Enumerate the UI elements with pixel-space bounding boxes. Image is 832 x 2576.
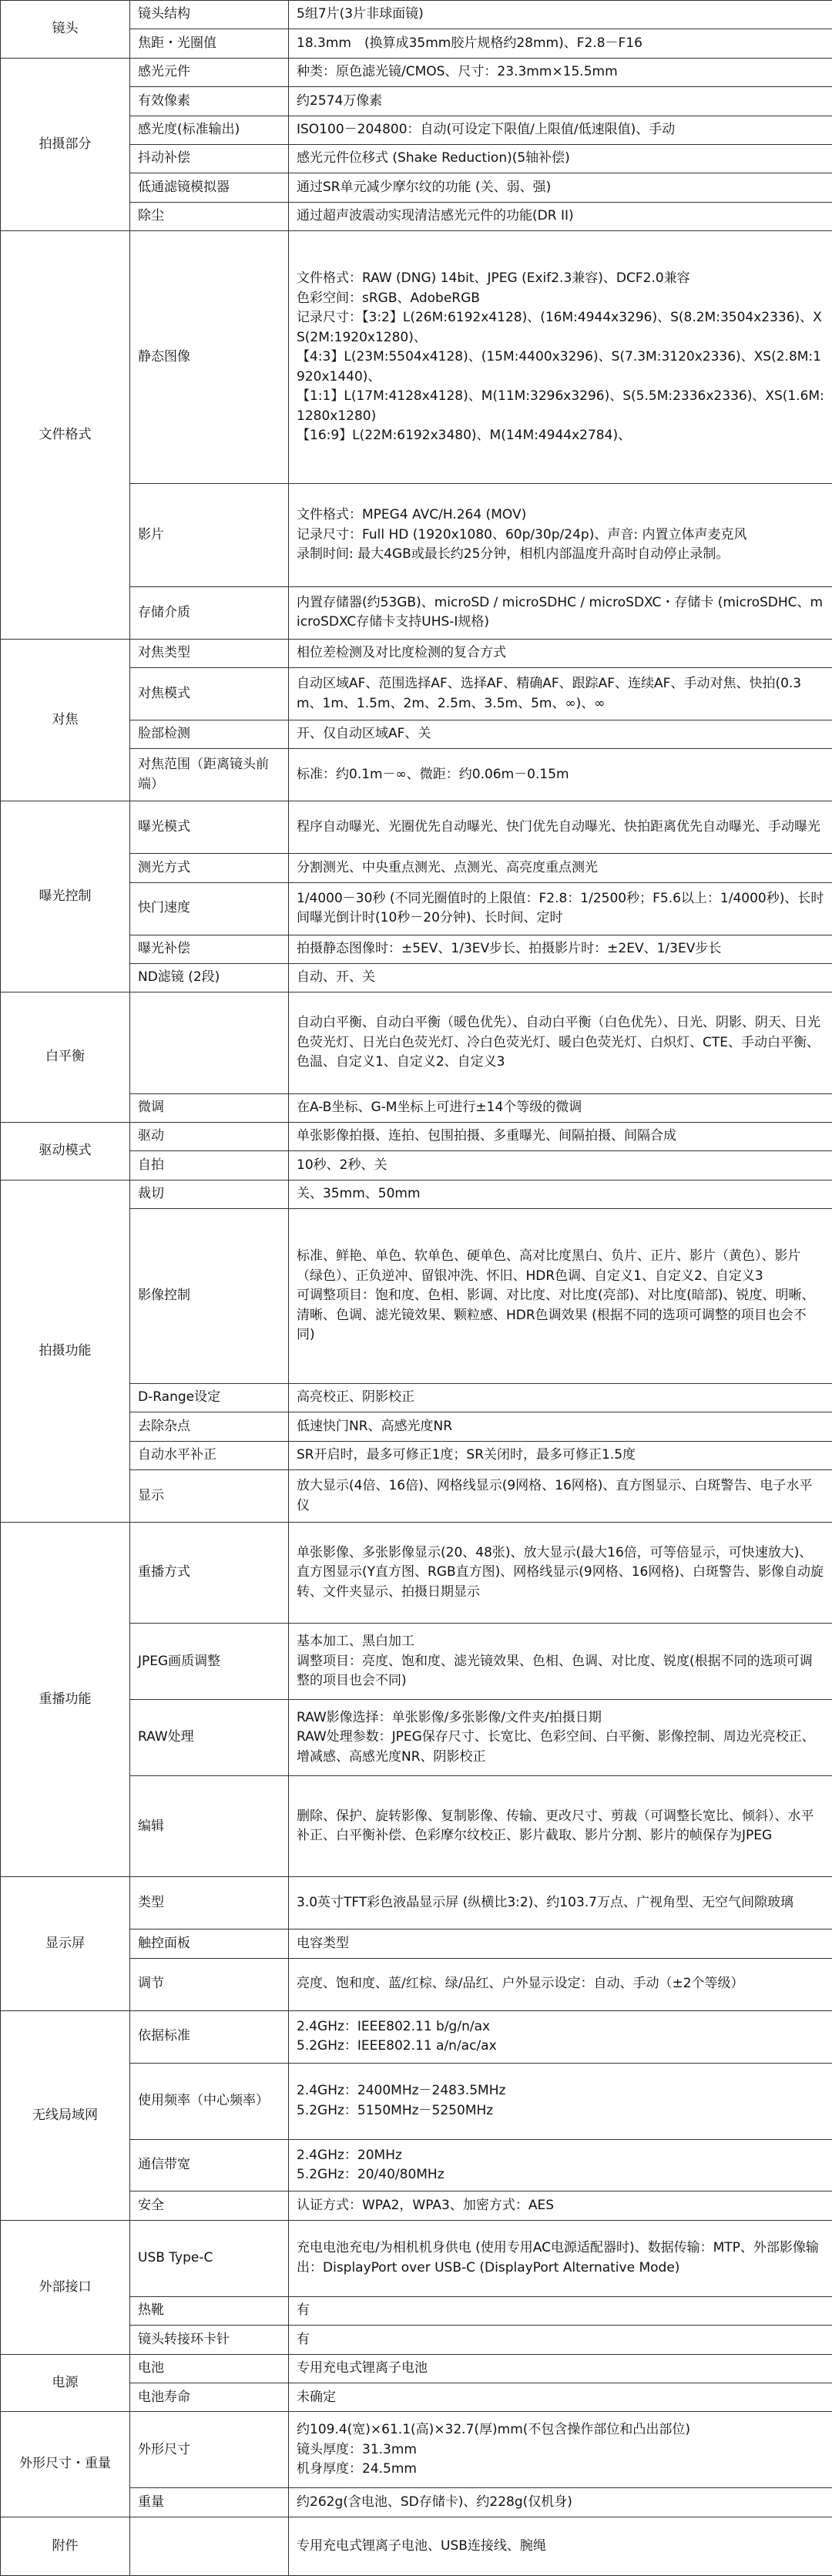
item-label-cell: 自拍 <box>130 1151 289 1180</box>
item-label-cell: 编辑 <box>130 1776 289 1877</box>
category-cell: 外形尺寸・重量 <box>1 2412 130 2517</box>
item-label-cell: 脸部检测 <box>130 720 289 749</box>
item-label-cell: 显示 <box>130 1470 289 1523</box>
item-label-cell: ND滤镜 (2段) <box>130 963 289 992</box>
item-value-cell: 1/4000－30秒 (不同光圈值时的上限值：F2.8：1/2500秒；F5.6以上：1/4000秒)、长时间曝光倒计时(10秒－20分钟)、长时间、定时 <box>289 882 832 935</box>
item-label-cell: 热靴 <box>130 2296 289 2325</box>
item-value-cell: 种类：原色滤光镜/CMOS、尺寸：23.3mm×15.5mm <box>289 58 832 86</box>
item-label-cell: 依据标准 <box>130 2010 289 2063</box>
item-label-cell: 裁切 <box>130 1180 289 1208</box>
item-value-cell: 通过SR单元减少摩尔纹的功能 (关、弱、强) <box>289 173 832 202</box>
item-value-cell: 专用充电式锂离子电池 <box>289 2354 832 2383</box>
item-label-cell: USB Type-C <box>130 2220 289 2296</box>
category-cell: 驱动模式 <box>1 1122 130 1180</box>
item-value-cell: 自动、开、关 <box>289 963 832 992</box>
item-value-cell: 未确定 <box>289 2383 832 2412</box>
item-value-cell: 2.4GHz：IEEE802.11 b/g/n/ax 5.2GHz：IEEE802.11 a/n/ac/ax <box>289 2010 832 2063</box>
item-label-cell: 镜头结构 <box>130 1 289 29</box>
category-cell: 白平衡 <box>1 992 130 1123</box>
spec-row <box>1 2517 832 2575</box>
item-value-cell: 在A-B坐标、G-M坐标上可进行±14个等级的微调 <box>289 1093 832 1122</box>
item-value-cell: 基本加工、黑白加工 调整项目：亮度、饱和度、滤光镜效果、色相、色调、对比度、锐度(根据不同的选项可调整的项目也会不同) <box>289 1624 832 1700</box>
spec-row <box>1 1122 832 1150</box>
item-label-cell: 快门速度 <box>130 882 289 935</box>
item-label-cell: 影片 <box>130 484 289 587</box>
item-label-cell: 感光元件 <box>130 58 289 86</box>
item-label-cell: 对焦范围（距离镜头前端） <box>130 749 289 801</box>
category-cell: 重播功能 <box>1 1523 130 1877</box>
item-value-cell: 约262g(含电池、SD存储卡)、约228g(仅机身) <box>289 2488 832 2517</box>
item-value-cell: 认证方式：WPA2，WPA3、加密方式：AES <box>289 2191 832 2220</box>
item-label-cell: 感光度(标准输出) <box>130 116 289 144</box>
item-value-cell: 低速快门NR、高感光度NR <box>289 1412 832 1441</box>
category-cell: 镜头 <box>1 1 130 59</box>
item-label-cell: 安全 <box>130 2191 289 2220</box>
item-label-cell: 外形尺寸 <box>130 2412 289 2488</box>
spec-row <box>1 2220 832 2296</box>
item-value-cell: 感光元件位移式 (Shake Reduction)(5轴补偿) <box>289 145 832 173</box>
spec-row <box>1 58 832 86</box>
item-value-cell: 充电电池充电/为相机机身供电 (使用专用AC电源适配器时)、数据传输：MTP、外部影像输出：DisplayPort over USB-C (DisplayPort Alternative Mode) <box>289 2220 832 2296</box>
item-label-cell: 电池 <box>130 2354 289 2383</box>
category-cell: 拍摄部分 <box>1 58 130 230</box>
item-label-cell: 影像控制 <box>130 1209 289 1384</box>
item-label-cell: 低通滤镜模拟器 <box>130 173 289 202</box>
item-label-cell <box>130 2517 289 2575</box>
item-value-cell: 2.4GHz：20MHz 5.2GHz：20/40/80MHz <box>289 2139 832 2191</box>
item-label-cell: 电池寿命 <box>130 2383 289 2412</box>
item-label-cell: 触控面板 <box>130 1929 289 1958</box>
item-value-cell: 通过超声波震动实现清洁感光元件的功能(DR II) <box>289 202 832 230</box>
item-label-cell: 驱动 <box>130 1122 289 1150</box>
item-label-cell: 静态图像 <box>130 231 289 484</box>
item-label-cell: 镜头转接环卡针 <box>130 2326 289 2354</box>
item-value-cell: 约2574万像素 <box>289 87 832 116</box>
item-value-cell: 有 <box>289 2326 832 2354</box>
item-value-cell: 放大显示(4倍、16倍)、网格线显示(9网格、16网格)、直方图显示、白斑警告、电子水平仪 <box>289 1470 832 1523</box>
item-value-cell: 标准：约0.1m－∞、微距：约0.06m－0.15m <box>289 749 832 801</box>
spec-row <box>1 801 832 854</box>
item-value-cell: 2.4GHz：2400MHz－2483.5MHz 5.2GHz：5150MHz－5250MHz <box>289 2063 832 2139</box>
item-label-cell: 有效像素 <box>130 87 289 116</box>
spec-row <box>1 639 832 667</box>
item-label-cell: 微调 <box>130 1093 289 1122</box>
category-cell: 无线局域网 <box>1 2010 130 2220</box>
item-label-cell: 重播方式 <box>130 1523 289 1624</box>
item-value-cell: 自动区域AF、范围选择AF、选择AF、精确AF、跟踪AF、连续AF、手动对焦、快拍(0.3m、1m、1.5m、2m、2.5m、3.5m、5m、∞)、∞ <box>289 668 832 720</box>
item-label-cell: 曝光模式 <box>130 801 289 854</box>
category-cell: 电源 <box>1 2354 130 2412</box>
item-value-cell: 标准、鲜艳、单色、软单色、硬单色、高对比度黑白、负片、正片、影片（黄色）、影片（绿色）、正负逆冲、留银冲洗、怀旧、HDR色调、自定义1、自定义2、自定义3 可调整项目：饱和度、色相、影调、对比度、对比度(亮部)、对比度(暗部)、锐度、明晰、清晰、色调、滤光镜效果、颗粒感、HDR色调效果 (根据不同的选项可调整的项目也会不同) <box>289 1209 832 1384</box>
item-value-cell: 5组7片(3片非球面镜) <box>289 1 832 29</box>
item-value-cell: 文件格式：MPEG4 AVC/H.264 (MOV) 记录尺寸：Full HD (1920x1080、60p/30p/24p)、声音: 内置立体声麦克风 录制时间: 最大4GB或最长约25分钟，相机内部温度升高时自动停止录制。 <box>289 484 832 587</box>
item-label-cell: JPEG画质调整 <box>130 1624 289 1700</box>
item-label-cell: 类型 <box>130 1877 289 1929</box>
item-value-cell: 拍摄静态图像时：±5EV、1/3EV步长、拍摄影片时：±2EV、1/3EV步长 <box>289 935 832 963</box>
item-value-cell: 3.0英寸TFT彩色液晶显示屏 (纵横比3:2)、约103.7万点、广视角型、无空气间隙玻璃 <box>289 1877 832 1929</box>
spec-row <box>1 231 832 484</box>
item-label-cell <box>130 992 289 1093</box>
spec-row <box>1 1180 832 1208</box>
item-label-cell: 焦距・光圈值 <box>130 29 289 58</box>
item-value-cell: 删除、保护、旋转影像、复制影像、传输、更改尺寸、剪裁（可调整长宽比、倾斜）、水平补正、白平衡补偿、色彩摩尔纹校正、影片截取、影片分割、影片的帧保存为JPEG <box>289 1776 832 1877</box>
item-value-cell: 相位差检测及对比度检测的复合方式 <box>289 639 832 667</box>
item-value-cell: RAW影像选择：单张影像/多张影像/文件夹/拍摄日期 RAW处理参数：JPEG保存尺寸、长宽比、色彩空间、白平衡、影像控制、周边光亮校正、增减感、高感光度NR、阴影校正 <box>289 1700 832 1776</box>
spec-row <box>1 1877 832 1929</box>
spec-row <box>1 2412 832 2488</box>
item-value-cell: 单张影像、多张影像显示(20、48张)、放大显示(最大16倍，可等倍显示，可快速放大)、直方图显示(Y直方图、RGB直方图)、网格线显示(9网格、16网格)、白斑警告、影像自动旋转、文件夹显示、拍摄日期显示 <box>289 1523 832 1624</box>
item-value-cell: 亮度、饱和度、蓝/红棕、绿/品红、户外显示设定：自动、手动（±2个等级） <box>289 1958 832 2010</box>
category-cell: 文件格式 <box>1 231 130 639</box>
item-label-cell: 自动水平补正 <box>130 1441 289 1469</box>
category-cell: 外部接口 <box>1 2220 130 2354</box>
item-value-cell: 专用充电式锂离子电池、USB连接线、腕绳 <box>289 2517 832 2575</box>
item-value-cell: 文件格式：RAW (DNG) 14bit、JPEG (Exif2.3兼容)、DCF2.0兼容 色彩空间：sRGB、AdobeRGB 记录尺寸：【3:2】L(26M:6192x4128)、(16M:4944x3296)、S(8.2M:3504x2336)、XS(2M:1920x1280)、 【4:3】L(23M:5504x4128)、(15M:4400x3296)、S(7.3M:3120x2336)、XS(2.8M:1920x1440)、 【1:1】L(17M:4128x4128)、M(11M:3296x3296)、S(5.5M:2336x2336)、XS(1.6M:1280x1280) 【16:9】L(22M:6192x3480)、M(14M:4944x2784)、 <box>289 231 832 484</box>
item-value-cell: 开、仅自动区域AF、关 <box>289 720 832 749</box>
spec-row <box>1 2010 832 2063</box>
item-value-cell: 关、35mm、50mm <box>289 1180 832 1208</box>
spec-row <box>1 1523 832 1624</box>
item-label-cell: 使用频率（中心频率） <box>130 2063 289 2139</box>
item-label-cell: RAW处理 <box>130 1700 289 1776</box>
category-cell: 对焦 <box>1 639 130 801</box>
item-value-cell: 18.3mm (换算成35mm胶片规格约28mm)、F2.8－F16 <box>289 29 832 58</box>
item-value-cell: 单张影像拍摄、连拍、包围拍摄、多重曝光、间隔拍摄、间隔合成 <box>289 1122 832 1150</box>
item-value-cell: 分割测光、中央重点测光、点测光、高亮度重点测光 <box>289 854 832 882</box>
item-label-cell: 调节 <box>130 1958 289 2010</box>
item-label-cell: 除尘 <box>130 202 289 230</box>
item-value-cell: 10秒、2秒、关 <box>289 1151 832 1180</box>
item-value-cell: 内置存储器(约53GB)、microSD / microSDHC / microSDXC・存储卡 (microSDHC、microSDXC存储卡支持UHS-I规格) <box>289 586 832 639</box>
spec-row <box>1 1 832 29</box>
category-cell: 附件 <box>1 2517 130 2575</box>
item-value-cell: 高亮校正、阴影校正 <box>289 1383 832 1412</box>
spec-row <box>1 992 832 1093</box>
item-label-cell: 对焦类型 <box>130 639 289 667</box>
item-label-cell: D-Range设定 <box>130 1383 289 1412</box>
item-value-cell: ISO100－204800：自动(可设定下限值/上限值/低速限值)、手动 <box>289 116 832 144</box>
item-label-cell: 存储介质 <box>130 586 289 639</box>
item-value-cell: 自动白平衡、自动白平衡（暖色优先）、自动白平衡（白色优先）、日光、阴影、阴天、日光色荧光灯、日光白色荧光灯、冷白色荧光灯、暖白色荧光灯、白炽灯、CTE、手动白平衡、色温、自定义1、自定义2、自定义3 <box>289 992 832 1093</box>
item-label-cell: 曝光补偿 <box>130 935 289 963</box>
item-label-cell: 通信带宽 <box>130 2139 289 2191</box>
item-label-cell: 测光方式 <box>130 854 289 882</box>
category-cell: 曝光控制 <box>1 801 130 992</box>
item-value-cell: 约109.4(宽)×61.1(高)×32.7(厚)mm(不包含操作部位和凸出部位) 镜头厚度：31.3mm 机身厚度：24.5mm <box>289 2412 832 2488</box>
category-cell: 拍摄功能 <box>1 1180 130 1522</box>
category-cell: 显示屏 <box>1 1877 130 2010</box>
spec-row <box>1 2354 832 2383</box>
item-label-cell: 重量 <box>130 2488 289 2517</box>
item-label-cell: 抖动补偿 <box>130 145 289 173</box>
item-label-cell: 对焦模式 <box>130 668 289 720</box>
item-label-cell: 去除杂点 <box>130 1412 289 1441</box>
item-value-cell: 电容类型 <box>289 1929 832 1958</box>
item-value-cell: 程序自动曝光、光圈优先自动曝光、快门优先自动曝光、快拍距离优先自动曝光、手动曝光 <box>289 801 832 854</box>
item-value-cell: SR开启时，最多可修正1度；SR关闭时，最多可修正1.5度 <box>289 1441 832 1469</box>
item-value-cell: 有 <box>289 2296 832 2325</box>
